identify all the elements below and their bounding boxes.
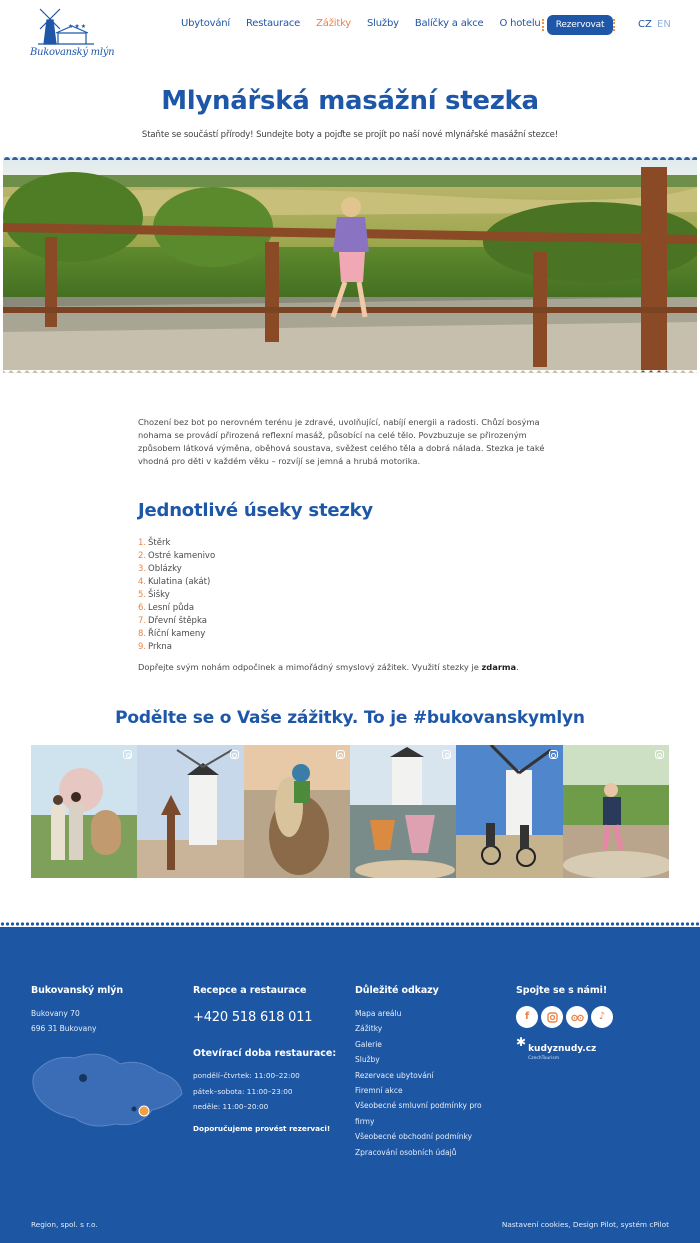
footer-col-links <box>355 985 495 1160</box>
list-item: 3. Oblázky <box>138 564 182 574</box>
instagram-icon <box>336 750 345 759</box>
nav-zazitky[interactable]: Zážitky <box>316 18 352 29</box>
facebook-icon[interactable]: f <box>516 1006 538 1028</box>
instagram-icon <box>123 750 132 759</box>
page-subtitle: Staňte se součástí přírody! Sundejte boty a pojďte se projít po naší nové mlynářské masážní stezce! <box>141 130 559 140</box>
footer-title: Důležité odkazy <box>355 985 439 996</box>
windmill-logo-icon <box>30 6 104 48</box>
instagram-icon <box>655 750 664 759</box>
hours-line: neděle: 11:00–20:00 <box>193 1102 269 1111</box>
footer-link[interactable]: Všeobecné obchodní podmínky <box>355 1132 473 1142</box>
footer-link[interactable]: Služby <box>355 1055 380 1065</box>
list-item: 7. Dřevní štěpka <box>138 616 207 626</box>
hours-line: pondělí–čtvrtek: 11:00–22:00 <box>193 1071 300 1080</box>
phone-link[interactable]: +420 518 618 011 <box>193 1010 313 1025</box>
intro-paragraph: Chození bez bot po nerovném terénu je zdravé, uvolňující, nabíjí energii a radosti. Chůzí bosýma nohama se provádí přirozená reflexní masáž, působící na celé tělo. Povzbuzuje se přirozeným způsobem látková výměna, oběhová soustava, svěžest celého těla a dobrá nálada. Stezka je také vhodná pro děti v každém věku – rozvíjí se jemná a hrubá motorika. <box>138 417 545 466</box>
instagram-gallery <box>31 745 669 878</box>
footer-link[interactable]: Rezervace ubytování <box>355 1070 434 1080</box>
social-links <box>516 1006 613 1028</box>
footer-title: Bukovanský mlýn <box>31 985 124 996</box>
footer-link[interactable]: Galerie <box>355 1039 382 1049</box>
list-item: 8. Říční kameny <box>138 629 206 639</box>
list-item: 4. Kulatina (akát) <box>138 577 211 587</box>
nav-ubytovani[interactable]: Ubytování <box>181 18 230 29</box>
instagram-icon <box>549 750 558 759</box>
gallery-photo-2[interactable] <box>137 745 243 878</box>
instagram-icon <box>230 750 239 759</box>
site-footer <box>0 927 700 1243</box>
lang-en[interactable]: EN <box>657 19 671 30</box>
gallery-photo-1[interactable] <box>31 745 137 878</box>
nav-restaurace[interactable]: Restaurace <box>246 18 301 29</box>
kudyznudy-logo[interactable]: ✱ kudyznudy.cz CzechTourism <box>516 1035 597 1061</box>
outro-text: Dopřejte svým nohám odpočinek a mimořádný smyslový zážitek. Využití stezky je zdarma. <box>138 662 519 672</box>
reserve-button[interactable]: Rezervovat <box>547 15 613 35</box>
instagram-icon <box>442 750 451 759</box>
nav-sluzby[interactable]: Služby <box>367 18 399 29</box>
tiktok-icon[interactable]: ♪ <box>591 1006 613 1028</box>
logo-text: Bukovanský mlýn <box>30 47 115 58</box>
list-item: 6. Lesní půda <box>138 603 195 613</box>
segments-list <box>138 537 215 654</box>
gallery-photo-5[interactable] <box>456 745 562 878</box>
segments-title: Jednotlivé úseky stezky <box>138 500 373 521</box>
footer-col-address <box>31 985 123 1036</box>
main-nav <box>181 18 557 29</box>
footer-title: Spojte se s námi! <box>516 985 608 996</box>
list-item: 5. Šišky <box>138 590 170 600</box>
site-header <box>0 0 700 70</box>
hours-title: Otevírací doba restaurace: <box>193 1048 337 1059</box>
list-item: 2. Ostré kamenivo <box>138 551 216 561</box>
list-item: 1. Štěrk <box>138 538 171 548</box>
gallery-photo-6[interactable] <box>563 745 669 878</box>
footer-title: Recepce a restaurace <box>193 985 307 996</box>
list-item: 9. Prkna <box>138 642 172 652</box>
share-title: Podělte se o Vaše zážitky. To je #bukovanskymlyn <box>115 708 585 728</box>
footer-credits-link[interactable]: Nastavení cookies, Design Pilot, systém cPilot <box>501 1220 669 1229</box>
kudyznudy-icon: ✱ <box>516 1035 527 1049</box>
czech-map <box>30 1044 186 1132</box>
footer-col-social <box>516 985 613 1061</box>
nav-balicky[interactable]: Balíčky a akce <box>414 18 484 29</box>
footer-link[interactable]: Zpracování osobních údajů <box>355 1147 457 1157</box>
hotel-stars: ★★★ <box>68 23 88 30</box>
scallop-top <box>3 154 697 160</box>
reservation-note: Doporučujeme provést rezervaci! <box>193 1123 331 1133</box>
scallop-bottom <box>3 370 697 376</box>
nav-o-hotelu[interactable]: O hotelu <box>499 18 541 29</box>
company-name: Region, spol. s r.o. <box>31 1220 98 1229</box>
footer-col-reception <box>193 985 336 1133</box>
lang-cz[interactable]: CZ <box>638 19 652 30</box>
free-label: zdarma <box>481 662 517 672</box>
footer-link[interactable]: Všeobecné smluvní podmínky pro firmy <box>355 1101 482 1126</box>
address-line: 696 31 Bukovany <box>31 1024 97 1033</box>
address-line: Bukovany 70 <box>31 1009 80 1018</box>
instagram-icon[interactable] <box>541 1006 563 1028</box>
gallery-photo-4[interactable] <box>350 745 456 878</box>
footer-link[interactable]: Zážitky <box>355 1024 383 1034</box>
footer-link[interactable]: Firemní akce <box>355 1086 403 1096</box>
footer-link[interactable]: Mapa areálu <box>355 1009 402 1018</box>
page-title: Mlynářská masážní stezka <box>161 86 539 116</box>
hero-photo <box>3 157 697 373</box>
tripadvisor-icon[interactable] <box>566 1006 588 1028</box>
gallery-photo-3[interactable] <box>244 745 350 878</box>
trail-photo-illustration <box>3 157 697 373</box>
hours-line: pátek–sobota: 11:00–23:00 <box>193 1086 293 1096</box>
logo[interactable] <box>30 6 115 66</box>
